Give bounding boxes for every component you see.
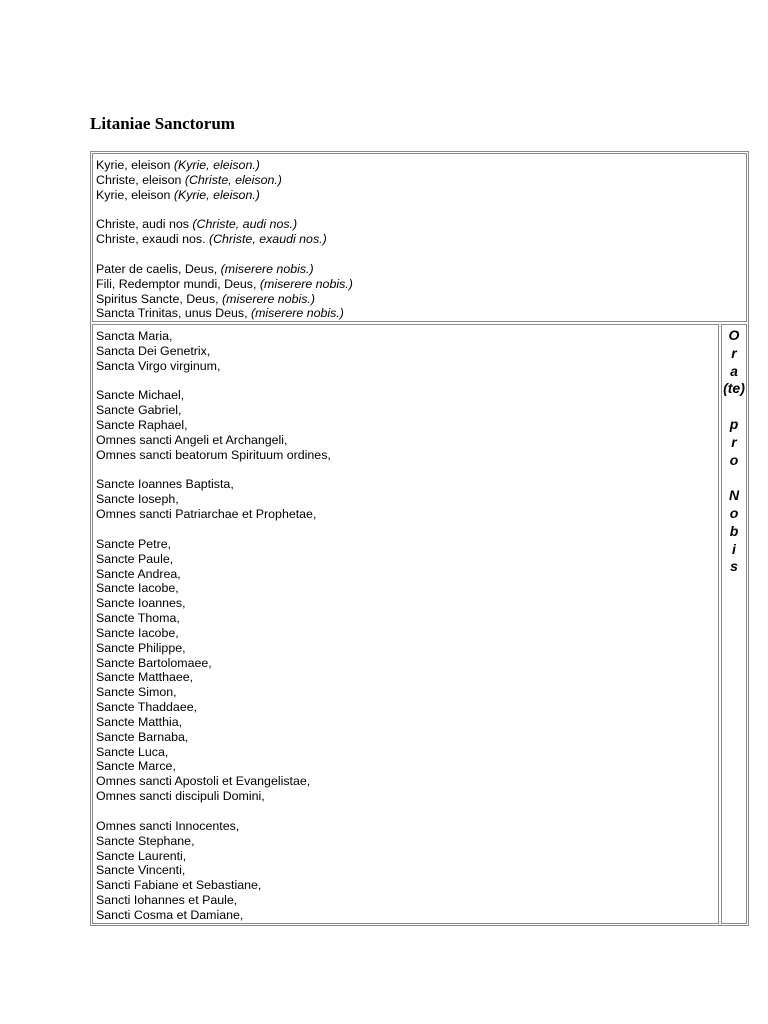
response-char: i — [732, 540, 736, 557]
saint-line: Sancte Ioannes, — [96, 596, 186, 611]
invocation-text: Sancta Trinitas, unus Deus, — [96, 306, 251, 321]
saint-line: Sancte Gabriel, — [96, 403, 182, 418]
intro-line — [96, 232, 353, 247]
ora-pro-nobis-vertical — [722, 327, 746, 576]
saint-line: Sancte Ioseph, — [96, 492, 179, 507]
saint-line — [96, 804, 331, 819]
invocation-response: (miserere nobis.) — [259, 276, 353, 291]
saint-line: Sancte Philippe, — [96, 640, 186, 655]
intro-line — [96, 277, 353, 292]
response-char: r — [731, 344, 737, 361]
saint-line: Sancta Virgo virginum, — [96, 358, 221, 373]
response-char: a — [730, 362, 738, 379]
invocation-text: Pater de caelis, Deus, — [96, 261, 221, 276]
saint-line: Sancte Marce, — [96, 759, 176, 774]
response-char: s — [730, 558, 738, 575]
saint-line: Sancte Ioannes Baptista, — [96, 477, 234, 492]
intro-lines — [96, 158, 353, 321]
invocation-text: Kyrie, eleison — [96, 158, 174, 172]
saint-line: Sancta Dei Genetrix, — [96, 343, 211, 358]
invocation-response: (Christe, eleison.) — [184, 172, 282, 187]
intro-line — [96, 262, 353, 277]
invocation-response: (miserere nobis.) — [222, 291, 315, 306]
saint-line: Sancti Cosma et Damiane, — [96, 907, 244, 922]
invocation-response: (miserere nobis.) — [220, 261, 314, 276]
intro-line — [96, 247, 353, 262]
invocation-response: (Kyrie, eleison.) — [173, 158, 260, 172]
intro-cell — [92, 153, 747, 322]
saint-line: Sancte Simon, — [96, 685, 177, 700]
intro-line — [96, 292, 353, 307]
invocation-response: (Christe, exaudi nos.) — [208, 232, 327, 247]
invocation-text: Christe, audi nos — [96, 217, 193, 232]
saint-line: Sancte Bartolomaee, — [96, 655, 212, 670]
invocation-text: Christe, eleison — [96, 172, 185, 187]
saint-line: Sancta Maria, — [96, 329, 173, 343]
saint-line: Sancte Iacobe, — [96, 581, 179, 596]
invocation-text: Kyrie, eleison — [96, 187, 174, 202]
response-char: p — [729, 415, 739, 432]
saint-line: Sancte Vincenti, — [96, 863, 186, 878]
saint-line: Sancte Laurenti, — [96, 848, 187, 863]
invocation-text: Christe, exaudi nos. — [96, 232, 209, 247]
saint-line — [96, 374, 331, 389]
saint-line: Sancti Fabiane et Sebastiane, — [96, 878, 262, 893]
response-char: r — [731, 433, 737, 450]
response-char — [722, 398, 746, 416]
saints-lines — [96, 329, 331, 923]
saint-line: Sancte Petre, — [96, 536, 172, 551]
saint-line: Sancte Stephane, — [96, 833, 195, 848]
saint-line: Sancti Iohannes et Paule, — [96, 893, 238, 908]
response-char: o — [729, 504, 739, 521]
saint-line — [96, 522, 331, 537]
invocation-text: Spiritus Sancte, Deus, — [96, 291, 223, 306]
response-char: O — [728, 327, 740, 343]
saint-line: Sancte Thaddaee, — [96, 700, 198, 715]
saint-line: Sancte Michael, — [96, 388, 185, 403]
response-cell — [721, 324, 747, 924]
saint-line: Omnes sancti Angeli et Archangeli, — [96, 432, 288, 447]
intro-line — [96, 217, 353, 232]
invocation-text: Fili, Redemptor mundi, Deus, — [96, 276, 260, 291]
page-title: Litaniae Sanctorum — [90, 114, 235, 133]
saint-line: Omnes sancti Patriarchae et Prophetae, — [96, 507, 317, 522]
intro-line — [96, 203, 353, 218]
saint-line: Sancte Matthia, — [96, 714, 183, 729]
saint-line: Sancte Andrea, — [96, 566, 181, 581]
invocation-response: (Christe, audi nos.) — [192, 217, 298, 232]
saint-line — [96, 463, 331, 478]
intro-line — [96, 188, 353, 203]
invocation-response: (miserere nobis.) — [250, 306, 344, 321]
saint-line: Sancte Thoma, — [96, 611, 180, 626]
saint-line: Sancte Matthaee, — [96, 670, 194, 685]
response-char: (te) — [723, 380, 745, 397]
intro-line — [96, 306, 353, 321]
saint-line: Sancte Raphael, — [96, 418, 188, 433]
saint-line: Sancte Barnaba, — [96, 729, 189, 744]
saint-line: Sancte Luca, — [96, 744, 169, 759]
response-char: o — [729, 451, 739, 468]
intro-line — [96, 173, 353, 188]
saints-cell — [92, 324, 719, 924]
intro-line — [96, 158, 353, 173]
response-char: b — [729, 522, 739, 539]
response-char: N — [728, 487, 740, 504]
saint-line: Sancte Paule, — [96, 551, 174, 566]
saint-line: Omnes sancti beatorum Spirituum ordines, — [96, 447, 331, 462]
saint-line: Omnes sancti Apostoli et Evangelistae, — [96, 774, 311, 789]
response-char — [722, 469, 746, 487]
saint-line: Omnes sancti Innocentes, — [96, 818, 240, 833]
invocation-response: (Kyrie, eleison.) — [173, 187, 260, 202]
saint-line: Omnes sancti discipuli Domini, — [96, 789, 265, 804]
litany-table — [90, 151, 749, 926]
saint-line: Sancte Iacobe, — [96, 625, 179, 640]
